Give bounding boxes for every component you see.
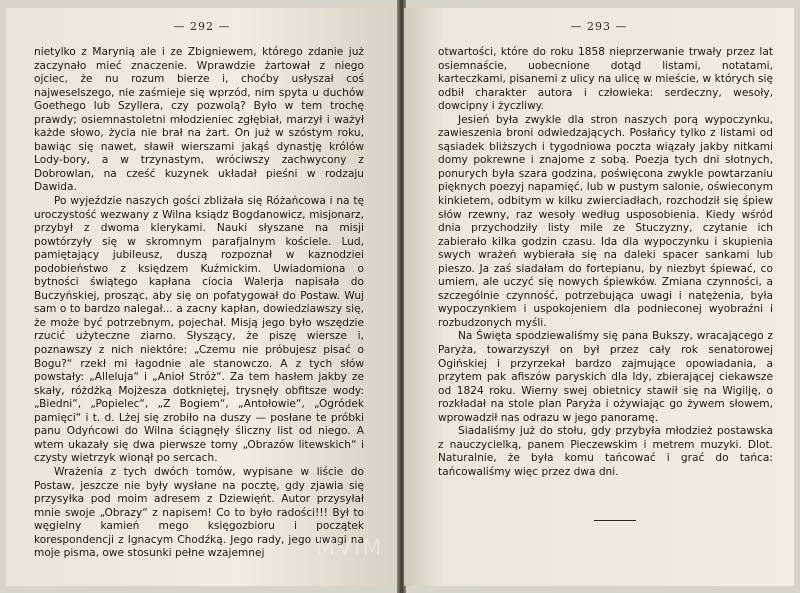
right-page — [404, 8, 794, 586]
watermark: MVIM — [316, 536, 384, 561]
right-page-text — [438, 46, 773, 480]
paragraph: Jesień była zwykle dla stron naszych porą wypoczynku, zawieszenia broni odwiedzających. Posłańcy tylko z listami od sąsiadek bliższych i tygodniowa poczta wiązały jakby nitkami domy pokrewne i znajome z sobą. Poezja tych dni słotnych, ponurych była szara godzina, poświęcona zwykle powtarzaniu pięknych poezyj napamięć, lub w pustym salonie, oświeconym kinkietem, odbitym w kilku zwierciadłach, rozchodził się śpiew słów rzewny, raz wesoły według usposobienia. Kiedy wśród dnia przychodziły listy mile ze Stuczyzny, czytanie ich zabierało kilka godzin czasu. Ida dla wypoczynku i skupienia swych wrażeń wybierała się na daleki spacer sankami lub pieszo. Ja zaś siadałam do fortepianu, by niezbyt śpiewać, co umiem, ale uczyć się nowych śpiewków. Zmiana czynności, a szczególnie czynność, potrzebująca uwagi i natężenia, była wypoczynkiem i uspokojeniem dla podnieconej wyobraźni i rozbudzonych myśli. — [438, 113, 773, 329]
left-page-text — [34, 46, 364, 561]
paragraph: otwartości, które do roku 1858 nieprzerwanie trwały przez lat osiemnaście, uobecnione dotąd listami, notatami, karteczkami, pisanemi z ulicy na ulicę w mieście, w których się odbił charakter autora i człowieka: serdeczny, wesoły, dowcipny i życzliwy. — [438, 46, 773, 113]
paragraph: nietylko z Marynią ale i ze Zbigniewem, którego zdanie już zaczynało mieć znaczenie. Wprawdzie żartował z niego ojciec, że nu rozum bierze i, choćby usłyszał coś najweselszego, nie zaśmieje się wprzód, nim spyta u duchów Goethego lub Szyllera, czy pozwolą? Było w tem trochę prawdy; osiemnastoletni młodzieniec zgłębiał, marzył i ważył każde słowo, życia nie brał na żart. On już w szóstym roku, bawiąc się nawet, sławił wierszami jakąś dynastję królów Lody-bory, a w trzynastym, wróciwszy zachwycony z Dobrowlan, na cześć kuzynek układał pieśni w rodzaju Dawida. — [34, 46, 364, 194]
paragraph: Siadaliśmy już do stołu, gdy przybyła młodzież postawska z nauczycielką, panem Pieczewskim i metrem muzyki. Dlot. Naturalnie, że była komu tańcować i grać do tańca: tańcowaliśmy więc przez dwa dni. — [438, 425, 773, 478]
right-page-number: — 293 — — [570, 20, 628, 33]
paragraph: Na Święta spodziewaliśmy się pana Bukszy, wracającego z Paryża, towarzyszył on był przez cały rok senatorowej Ogińskiej i przyrzekał bardzo zajmujące opowiadania, a przytem pak afiszów paryskich dla Idy, zbierającej ciekawsze od 1824 roku. Wierny swej obietnicy stawił się na Wigilję, o rozkładał na stole plan Paryża i ożywiając go żywem słowem, wprowadził nas odrazu w jego panoramę. — [438, 330, 773, 424]
end-rule — [594, 520, 636, 521]
left-page — [6, 8, 398, 586]
paragraph: Po wyjeździe naszych gości zbliżała się Różańcowa i na tę uroczystość wezwany z Wilna ksiądz Bogdanowicz, misjonarz, przybył z dwoma klerykami. Nauki słyszane na misji powtórzyły się w skromnym parafjalnym kościele. Lud, pamiętający jubileusz, duszą rozpoznał w kaznodziei podobieństwo z księdzem Kuźmickim. Uwiadomiona o bytności świątego kapłana ciocia Walerja napisała do Buczyńskiej, prosząc, aby się on pofatygował do Postaw. Wuj sam o to bardzo nalegał... a zacny kapłan, dowiedziawszy się, że może być potrzebnym, pojechał. Misją jego było wszędzie rzucić użyteczne ziarno. Słyszący, że piszę wiersze i, poznawszy z nich niektóre: „Czemu nie próbujesz pisać o Bogu?“ rzekł mi łagodnie ale stanowczo. A z tych słów powstały: „Alleluja“ i „Anioł Stróż“. Za tem hasłem jakby ze skały, różdżką Mojżesza dotkniętej, trysnęły obfitsze wody: „Biedni“, „Popielec“, „Z Bogiem“, „Antołowie“, „Ogródek pamięci“ i t. d. Lżej się zrobiło na duszy — posłane te próbki panu Odyńcowi do Wilna ściągnęły śliczny list od niego. A wtem ukazały się dwa pierwsze tomy „Obrazów litewskich“ i czysty wietrzyk wionął po sercach. — [34, 195, 364, 465]
left-page-number: — 292 — — [173, 20, 231, 33]
paragraph: Wrażenia z tych dwóch tomów, wypisane w liście do Postaw, jeszcze nie były wysłane na pocztę, gdy zjawia się przysyłka pod moim adresem z Dziewięńt. Autor przysyłał mnie swoje „Obrazy“ z napisem! Co to było radości!!! Był to węgielny kamień mego księgozbioru i początek korespondencji z Ignacym Chodźką. Jego rady, jego uwagi na moje pisma, owe stosunki pełne wzajemnej — [34, 465, 364, 560]
